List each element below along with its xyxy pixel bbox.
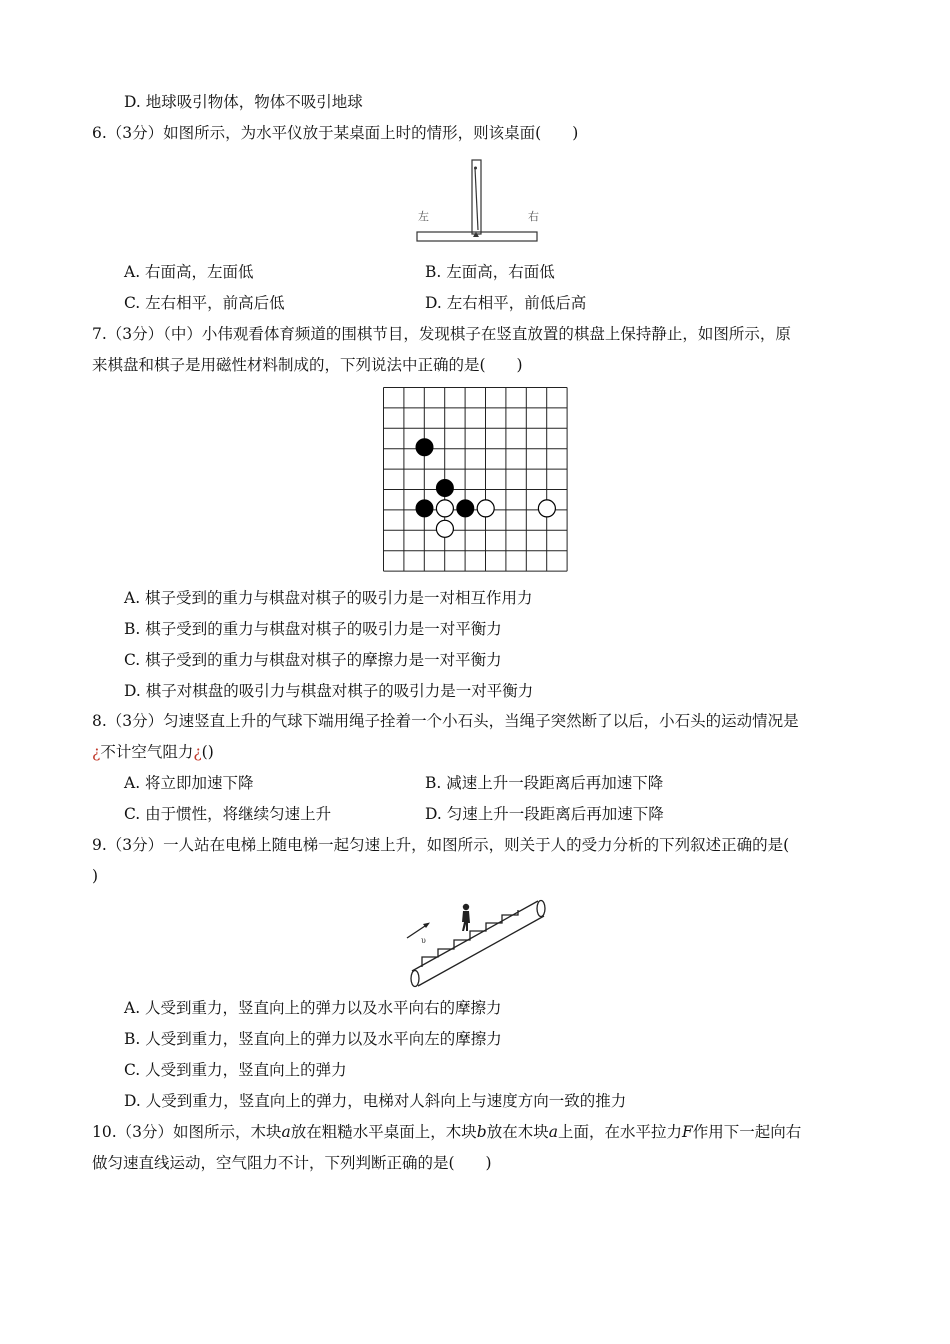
person-head	[463, 904, 469, 910]
white-stone	[436, 500, 453, 517]
q8-option-c: C. 由于惯性，将继续匀速上升	[124, 805, 332, 823]
q9-stem-line2: )	[92, 867, 99, 885]
label-left: 左	[418, 210, 429, 223]
plumb-line	[475, 168, 478, 230]
q8-stem-line1: 8.（3分）匀速竖直上升的气球下端用绳子拴着一个小石头，当绳子突然断了以后，小石头的运动情况是	[92, 712, 799, 730]
q8-condition: 不计空气阻力	[100, 743, 194, 761]
q9-option-a: A. 人受到重力，竖直向上的弹力以及水平向右的摩擦力	[124, 999, 502, 1017]
q7-option-d: D. 棋子对棋盘的吸引力与棋盘对棋子的吸引力是一对平衡力	[124, 682, 534, 700]
q9-option-c: C. 人受到重力，竖直向上的弹力	[124, 1061, 347, 1079]
q6-stem: 6.（3分）如图所示，为水平仪放于某桌面上时的情形，则该桌面( )	[92, 124, 579, 142]
escalator-figure	[402, 893, 548, 991]
q9-option-b: B. 人受到重力，竖直向上的弹力以及水平向左的摩擦力	[124, 1030, 502, 1048]
plumb-pivot	[474, 167, 477, 170]
q6-option-b: B. 左面高，右面低	[425, 263, 555, 281]
black-stone	[436, 480, 453, 497]
q10-var-f: F	[682, 1123, 693, 1141]
black-stone	[416, 500, 433, 517]
q8-inverted-question-glyph: ¿	[92, 743, 101, 761]
q5-option-d: D. 地球吸引物体，物体不吸引地球	[124, 93, 363, 111]
q8-inverted-question-glyph: ¿	[193, 743, 202, 761]
q8-option-a: A. 将立即加速下降	[124, 774, 254, 792]
go-board-grid	[384, 388, 568, 572]
go-board-figure	[382, 386, 570, 574]
q8-option-b: B. 减速上升一段距离后再加速下降	[425, 774, 664, 792]
q10-var-b: b	[476, 1123, 487, 1141]
black-stone	[416, 439, 433, 456]
escalator-upper-edge	[412, 901, 538, 971]
q6-option-c: C. 左右相平，前高后低	[124, 294, 285, 312]
q10-text: 放在粗糙水平桌面上，木块	[290, 1123, 477, 1141]
white-stone	[477, 500, 494, 517]
white-stone	[538, 500, 555, 517]
escalator-end-cap	[537, 901, 545, 917]
q8-blank: ()	[201, 743, 214, 761]
q6-option-d: D. 左右相平，前低后高	[425, 294, 587, 312]
q7-stem-line1: 7.（3分）（中）小伟观看体育频道的围棋节目，发现棋子在竖直放置的棋盘上保持静止，如图所示，原	[92, 325, 791, 343]
q10-stem-line2: 做匀速直线运动，空气阻力不计，下列判断正确的是( )	[92, 1154, 492, 1172]
q7-option-c: C. 棋子受到的重力与棋盘对棋子的摩擦力是一对平衡力	[124, 651, 502, 669]
label-right: 右	[528, 210, 539, 223]
escalator-end-cap	[411, 971, 419, 987]
q10-stem-line1	[92, 1122, 801, 1142]
q7-option-b: B. 棋子受到的重力与棋盘对棋子的吸引力是一对平衡力	[124, 620, 502, 638]
q7-option-a: A. 棋子受到的重力与棋盘对棋子的吸引力是一对相互作用力	[124, 589, 533, 607]
q10-text: 放在木块	[486, 1123, 549, 1141]
q10-text: 上面，在水平拉力	[557, 1123, 682, 1141]
q10-text: 作用下一起向右	[692, 1123, 802, 1141]
q10-var-a: a	[548, 1123, 558, 1141]
q9-option-d: D. 人受到重力，竖直向上的弹力，电梯对人斜向上与速度方向一致的推力	[124, 1092, 627, 1110]
black-stone	[457, 500, 474, 517]
escalator-lower-edge	[418, 916, 544, 986]
q8-stem-line2	[92, 742, 214, 762]
spirit-level-figure	[412, 158, 542, 246]
person-body	[462, 911, 470, 931]
q6-option-a: A. 右面高，左面低	[124, 263, 254, 281]
q8-option-d: D. 匀速上升一段距离后再加速下降	[425, 805, 664, 823]
velocity-label: υ	[421, 936, 426, 945]
q10-var-a: a	[281, 1123, 291, 1141]
q9-stem-line1: 9.（3分）一人站在电梯上随电梯一起匀速上升，如图所示，则关于人的受力分析的下列叙述正确的是(	[92, 836, 790, 854]
q10-text: 10.（3分）如图所示，木块	[92, 1123, 282, 1141]
q7-stem-line2: 来棋盘和棋子是用磁性材料制成的，下列说法中正确的是( )	[92, 356, 523, 374]
white-stone	[436, 520, 453, 537]
